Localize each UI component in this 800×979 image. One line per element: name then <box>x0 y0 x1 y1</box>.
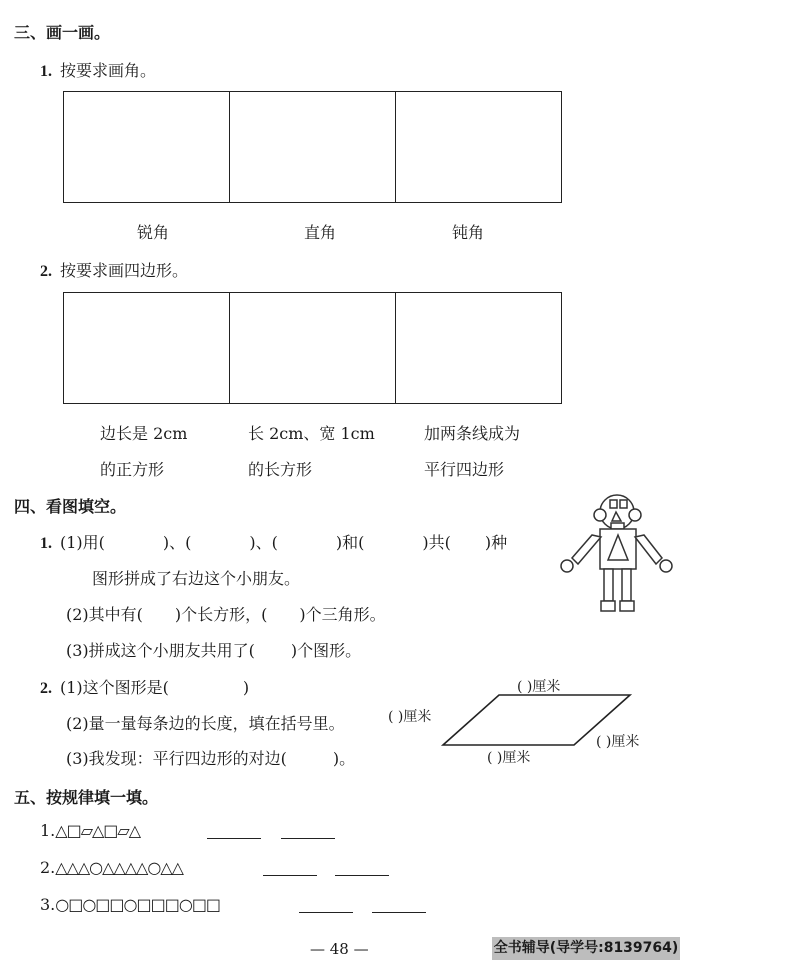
square-label-line2: 的正方形 <box>100 460 165 479</box>
question-text: 按要求画四边形。 <box>60 261 189 280</box>
square-box[interactable] <box>64 293 230 403</box>
text-fragment: (3)拼成这个小朋友共用了( <box>66 641 255 660</box>
text-fragment: )、( <box>162 533 192 552</box>
bottom-side-length[interactable]: ( )厘米 <box>487 750 531 766</box>
shape-sequence: △□▱△□▱△ <box>55 821 141 840</box>
answer-blank[interactable] <box>281 822 335 839</box>
text-fragment: )共( <box>422 533 451 552</box>
answer-blank[interactable] <box>335 859 389 876</box>
text-fragment: (2)其中有( <box>66 605 143 624</box>
parallelogram-label-line1: 加两条线成为 <box>424 424 521 443</box>
right-angle-label: 直角 <box>304 223 337 242</box>
rectangle-label-line2: 的长方形 <box>248 460 313 479</box>
section-3-title: 三、画一画。 <box>14 23 111 42</box>
text-fragment: )个图形。 <box>290 641 362 660</box>
text-fragment: )、( <box>249 533 278 552</box>
text-fragment: )。 <box>332 749 356 768</box>
answer-blank[interactable] <box>299 896 353 913</box>
obtuse-angle-label: 钝角 <box>452 223 485 242</box>
obtuse-angle-box[interactable] <box>396 92 561 202</box>
rectangle-box[interactable] <box>230 293 396 403</box>
section-4-title: 四、看图填空。 <box>14 497 127 516</box>
guide-badge: 全书辅导(导学号:8139764) <box>492 937 680 960</box>
row-number: 3. <box>40 895 56 914</box>
right-side-length[interactable]: ( )厘米 <box>596 734 640 750</box>
answer-blank[interactable] <box>207 822 261 839</box>
square-label-line1: 边长是 2cm <box>100 424 188 443</box>
text-fragment: (3)我发现：平行四边形的对边( <box>66 749 287 768</box>
page-number: — 48 — <box>310 940 369 958</box>
text-fragment: (1)这个图形是( <box>60 678 169 697</box>
right-angle-box[interactable] <box>230 92 396 202</box>
robot-figure <box>556 492 686 617</box>
parallelogram-label-line2: 平行四边形 <box>424 460 505 479</box>
pattern-row-2 <box>40 858 183 877</box>
row-number: 1. <box>40 821 56 840</box>
question-number: 2. <box>40 680 52 697</box>
rectangle-label-line1: 长 2cm、宽 1cm <box>248 424 375 443</box>
acute-angle-box[interactable] <box>64 92 230 202</box>
question-number: 1. <box>40 535 52 552</box>
question-4-1-part3 <box>66 638 361 661</box>
question-4-1-part1 <box>40 530 507 553</box>
question-text: 按要求画角。 <box>60 61 157 80</box>
text-fragment: )和( <box>335 533 365 552</box>
acute-angle-label: 锐角 <box>137 223 170 242</box>
question-4-1-line2: 图形拼成了右边这个小朋友。 <box>92 569 301 588</box>
left-side-length[interactable]: ( )厘米 <box>388 709 432 725</box>
row-number: 2. <box>40 858 56 877</box>
question-4-2-part2: (2)量一量每条边的长度，填在括号里。 <box>66 714 345 733</box>
question-number: 1. <box>40 63 52 80</box>
answer-blank[interactable] <box>263 859 317 876</box>
parallelogram-box[interactable] <box>396 293 561 403</box>
text-fragment: )种 <box>484 533 508 552</box>
section-5-title: 五、按规律填一填。 <box>14 788 159 807</box>
shape-sequence: ○□○□□○□□□○□□ <box>55 895 221 914</box>
text-fragment: )个长方形，( <box>174 605 268 624</box>
pattern-row-1 <box>40 821 140 840</box>
question-3-1 <box>40 58 156 81</box>
question-4-2-part3 <box>66 746 355 769</box>
shape-sequence: △△△○△△△△○△△ <box>55 858 183 877</box>
pattern-row-3 <box>40 895 220 914</box>
top-side-length[interactable]: ( )厘米 <box>517 679 561 695</box>
text-fragment: ) <box>242 678 250 697</box>
question-3-2 <box>40 258 188 281</box>
question-4-2-part1 <box>40 675 249 698</box>
text-fragment: )个三角形。 <box>299 605 386 624</box>
answer-blank[interactable] <box>372 896 426 913</box>
quadrilateral-drawing-grid <box>63 292 562 404</box>
text-fragment: (1)用( <box>60 533 105 552</box>
question-4-1-part2 <box>66 602 386 625</box>
question-number: 2. <box>40 263 52 280</box>
angle-drawing-grid <box>63 91 562 203</box>
